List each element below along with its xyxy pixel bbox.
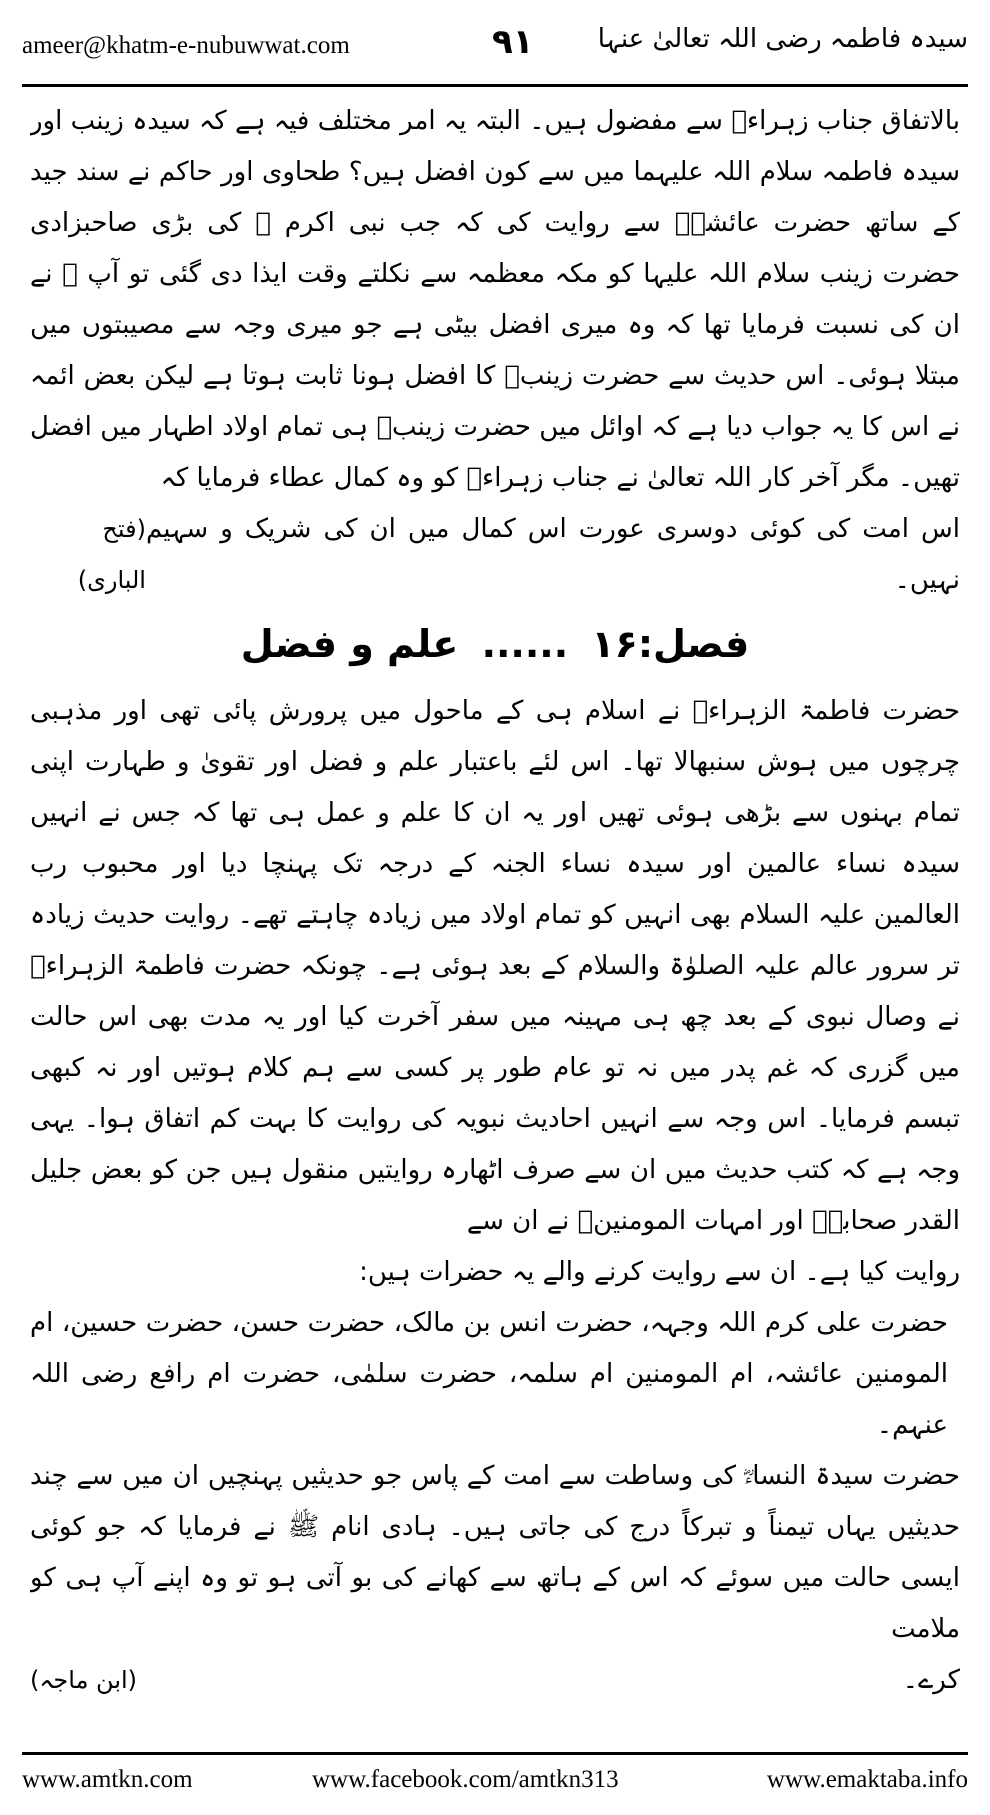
reference-fath-al-bari: (فتح الباری) — [77, 515, 146, 594]
paragraph-3-last-line — [30, 1655, 960, 1706]
paragraph-1-last-line — [30, 504, 960, 606]
reference-ibn-majah: (ابن ماجہ) — [30, 1666, 138, 1694]
paragraph-3-end: کرے۔ — [902, 1665, 960, 1695]
paragraph-1-end: اس امت کی کوئی دوسری عورت اس کمال میں ان کی شریک و سہیم نہیں۔ — [145, 514, 960, 595]
heading-number: :۱۶ — [591, 622, 654, 666]
section-heading — [30, 608, 960, 680]
page-footer — [22, 1764, 968, 1800]
heading-chapter: فصل — [653, 622, 750, 666]
footer-rule — [22, 1752, 968, 1755]
paragraph-2-end: روایت کیا ہے۔ ان سے روایت کرنے والے یہ حضرات ہیں: — [359, 1257, 960, 1287]
footer-link-facebook[interactable]: www.facebook.com/amtkn313 — [312, 1766, 619, 1793]
heading-topic: علم و فضل — [240, 622, 459, 666]
header-email: ameer@khatm-e-nubuwwat.com — [22, 32, 350, 59]
header-rule — [22, 84, 968, 87]
page-number: ۹۱ — [492, 22, 534, 62]
page-body — [30, 96, 960, 1736]
footer-link-emaktaba[interactable]: www.emaktaba.info — [766, 1766, 968, 1793]
paragraph-3: حضرت سیدۃ النساءؓ کی وساطت سے امت کے پاس جو حدیثیں پہنچیں ان میں سے چند حدیثیں یہاں تیمناً و تبرکاً درج کی جاتی ہیں۔ ہادی انام ﷺ نے فرمایا کہ جو کوئی ایسی حالت میں سوئے کہ اس کے ہاتھ سے کھانے کی بو آتی ہو تو وہ اپنے آپ ہی کو ملامت — [30, 1461, 960, 1644]
running-title: سیدہ فاطمہ رضی اللہ تعالیٰ عنہا — [597, 24, 968, 54]
paragraph-1: بالاتفاق جناب زہراءؓ سے مفضول ہیں۔ البتہ یہ امر مختلف فیہ ہے کہ سیدہ زینب اور سیدہ فاطمہ سلام اللہ علیہما میں سے کون افضل ہیں؟ طحاوی اور حاکم نے سند جید کے ساتھ حضرت عائشہؓ سے روایت کی کہ جب نبی اکرم ﷺ کی بڑی صاحبزادی حضرت زینب سلام اللہ علیہا کو مکہ معظمہ سے نکلتے وقت ایذا دی گئی تو آپ ﷺ نے ان کی نسبت فرمایا تھا کہ وہ میری افضل بیٹی ہے جو میری وجہ سے مصیبتوں میں مبتلا ہوئی۔ اس حدیث سے حضرت زینبؓ کا افضل ہونا ثابت ہوتا ہے لیکن بعض ائمہ نے اس کا یہ جواب دیا ہے کہ اوائل میں حضرت زینبؓ ہی تمام اولاد اطہار میں افضل تھیں۔ مگر آخر کار اللہ تعالیٰ نے جناب زہراءؓ کو وہ کمال عطاء فرمایا کہ — [30, 106, 960, 493]
footer-link-amtkn[interactable]: www.amtkn.com — [22, 1766, 193, 1793]
heading-dots: ...... — [481, 622, 569, 666]
page-header — [22, 18, 968, 82]
paragraph-2: حضرت فاطمۃ الزہراءؓ نے اسلام ہی کے ماحول میں پرورش پائی تھی اور مذہبی چرچوں میں ہوش سنبھالا تھا۔ اس لئے باعتبار علم و فضل اور تقویٰ و طہارت اپنی تمام بہنوں سے بڑھی ہوئی تھیں اور یہ ان کا علم و عمل ہی تھا کہ جس نے انہیں سیدہ نساء عالمین اور سیدہ نساء الجنہ کے درجہ تک پہنچا دیا اور محبوب رب العالمین علیہ السلام بھی انہیں کو تمام اولاد میں زیادہ چاہتے تھے۔ روایت حدیث زیادہ تر سرور عالم علیہ الصلوٰۃ والسلام کے بعد ہوئی ہے۔ چونکہ حضرت فاطمۃ الزہراءؓ نے وصال نبوی کے بعد چھ ہی مہینہ میں سفر آخرت کیا اور یہ مدت بھی اس حالت میں گزری کہ غم پدر میں نہ تو عام طور پر کسی سے ہم کلام ہوتیں اور نہ کبھی تبسم فرمایا۔ اس وجہ سے انہیں احادیث نبویہ کی روایت کا بہت کم اتفاق ہوا۔ یہی وجہ ہے کہ کتب حدیث میں ان سے صرف اٹھارہ روایتیں منقول ہیں جن کو بعض جلیل القدر صحابہؓ اور امہات المومنینؓ نے ان سے — [30, 696, 960, 1236]
narrators-list: حضرت علی کرم اللہ وجہہ، حضرت انس بن مالک، حضرت حسن، حضرت حسین، ام المومنین عائشہ، ام المومنین ام سلمہ، حضرت سلمٰی، حضرت ام رافع رضی اللہ عنہم۔ — [30, 1308, 948, 1440]
